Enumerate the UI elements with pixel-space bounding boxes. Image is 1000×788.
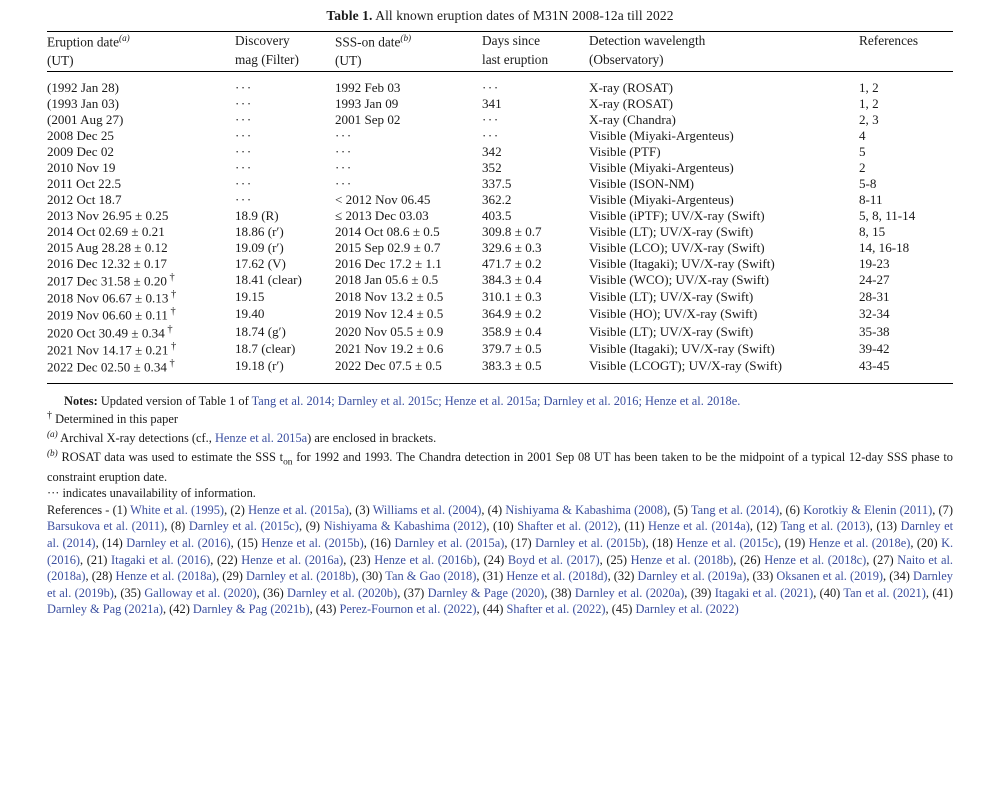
footnote-marker: (a) [119, 33, 130, 43]
note-b [47, 447, 953, 486]
table-row [47, 256, 953, 272]
reference-number: (7) [938, 502, 953, 517]
reference-citation: Darnley et al. (2020b) [287, 585, 398, 600]
reference-citation: Tan & Gao (2018) [385, 569, 477, 584]
reference-number: (44) [482, 602, 507, 617]
reference-citation: Williams et al. (2004) [372, 502, 482, 517]
reference-citation: Perez-Fournon et al. (2022) [339, 602, 477, 617]
dagger-icon: † [168, 289, 177, 301]
table-row [47, 176, 953, 192]
cell-days_since: 364.9 ± 0.2 [482, 306, 542, 322]
cell-discovery_mag: 18.86 (r′) [235, 223, 284, 239]
reference-citation: Darnley & Pag (2021b) [192, 602, 310, 617]
reference-citation: Nishiyama & Kabashima (2012) [323, 519, 487, 534]
cell-eruption_date: 2014 Oct 02.69 ± 0.21 [47, 223, 165, 239]
cell-sss_on_date: 2021 Nov 19.2 ± 0.6 [335, 341, 444, 357]
cell-detection: Visible (PTF) [589, 144, 661, 160]
cell-eruption_date: 2018 Nov 06.67 ± 0.13 † [47, 289, 177, 306]
reference-number: (14) [102, 535, 127, 550]
cell-references: 28-31 [859, 289, 890, 305]
column-header-5 [589, 32, 859, 72]
note-b-marker: (b) [47, 447, 58, 458]
reference-citation: Henze et al. (2018b) [630, 552, 734, 567]
column-header-line2: (UT) [47, 53, 74, 69]
reference-citation: White et al. (1995) [130, 502, 225, 517]
reference-number: (35) [120, 585, 145, 600]
cell-sss_on_date [335, 176, 482, 192]
cell-discovery_mag [235, 96, 335, 112]
reference-citation: Darnley et al. (2022) [635, 602, 739, 617]
dagger-icon: † [167, 306, 176, 318]
reference-citation: Darnley et al. (2015c) [188, 519, 299, 534]
reference-citation: Henze et al. (2015a) [248, 502, 349, 517]
table-container [47, 31, 953, 384]
column-header-line2: last eruption [482, 51, 549, 67]
table-row [47, 96, 953, 112]
reference-number: (4) [487, 502, 506, 517]
unavailable-dots: ··· [335, 175, 353, 191]
table-row [47, 224, 953, 240]
table-row [47, 306, 953, 323]
reference-citation: Barsukova et al. (2011) [47, 519, 165, 534]
caption-text: All known eruption dates of M31N 2008-12a till 2022 [375, 8, 674, 23]
reference-number: (9) [305, 519, 324, 534]
cell-days_since: 384.3 ± 0.4 [482, 271, 542, 287]
reference-citation: Tang et al. (2013) [780, 519, 870, 534]
cell-eruption_date: 2009 Dec 02 [47, 144, 114, 160]
table-row [47, 192, 953, 208]
cell-days_since: 358.9 ± 0.4 [482, 323, 542, 339]
cell-eruption_date: 2019 Nov 06.60 ± 0.11 † [47, 306, 176, 323]
notes-label: Notes: [64, 393, 98, 408]
table-row [47, 112, 953, 128]
column-header-line1: Detection wavelength [589, 33, 706, 48]
column-header-4 [482, 32, 589, 72]
cell-days_since: 352 [482, 160, 502, 176]
reference-number: (13) [876, 519, 901, 534]
cell-sss_on_date: ≤ 2013 Dec 03.03 [335, 207, 429, 223]
unavailable-dots: ··· [235, 128, 253, 144]
reference-number: (30) [361, 569, 386, 584]
column-header-line2: (Observatory) [589, 51, 664, 67]
cell-days_since: 403.5 [482, 207, 512, 223]
reference-citation: Henze et al. (2016b) [374, 552, 477, 567]
cell-days_since [482, 72, 589, 96]
cell-eruption_date: 2022 Dec 02.50 ± 0.34 † [47, 358, 235, 383]
cell-eruption_date: 2008 Dec 25 [47, 128, 114, 144]
cell-days_since: 309.8 ± 0.7 [482, 223, 542, 239]
cell-days_since: 329.6 ± 0.3 [482, 239, 542, 255]
note-a-pre: Archival X-ray detections (cf., [60, 431, 215, 446]
cell-detection: X-ray (Chandra) [589, 112, 676, 128]
table-row [47, 358, 953, 383]
note-dagger-text: Determined in this paper [55, 412, 178, 427]
column-header-6 [859, 32, 953, 72]
cell-detection: Visible (Miyaki-Argenteus) [589, 191, 734, 207]
cell-days_since: 379.7 ± 0.5 [482, 341, 542, 357]
dagger-icon: † [47, 410, 52, 422]
reference-number: (31) [482, 569, 507, 584]
cell-references: 1, 2 [859, 96, 879, 112]
cell-discovery_mag [235, 128, 335, 144]
eruption-dates-table [47, 31, 953, 384]
reference-number: (29) [222, 569, 247, 584]
cell-detection: Visible (LT); UV/X-ray (Swift) [589, 323, 754, 339]
dagger-icon: † [166, 271, 175, 283]
cell-detection: Visible (Miyaki-Argenteus) [589, 160, 734, 176]
reference-number: (18) [652, 535, 677, 550]
cell-references: 43-45 [859, 358, 953, 383]
note-dagger [47, 409, 953, 428]
cell-discovery_mag: 17.62 (V) [235, 255, 286, 271]
reference-number: (6) [785, 502, 804, 517]
reference-number: (33) [752, 569, 777, 584]
table-row [47, 160, 953, 176]
cell-eruption_date: 2015 Aug 28.28 ± 0.12 [47, 239, 168, 255]
reference-number: (40) [819, 585, 844, 600]
reference-number: (20) [916, 535, 942, 550]
unavailable-dots: ··· [335, 144, 353, 160]
unavailable-dots: ··· [235, 112, 253, 128]
cell-references: 4 [859, 128, 866, 144]
unavailable-dots: ··· [482, 80, 500, 96]
cell-discovery_mag [235, 176, 335, 192]
reference-number: (32) [613, 569, 638, 584]
reference-citation: Darnley et al. (2018b) [246, 569, 356, 584]
reference-citation: Henze et al. (2014a) [648, 519, 750, 534]
cell-references: 2 [859, 160, 866, 176]
cell-eruption_date: 2017 Dec 31.58 ± 0.20 † [47, 271, 175, 289]
cell-detection: Visible (Miyaki-Argenteus) [589, 128, 734, 144]
cell-discovery_mag: 19.18 (r′) [235, 358, 335, 383]
column-header-line1: References [859, 33, 919, 48]
reference-number: (3) [355, 502, 373, 517]
column-header-line1: Eruption date$^{(a)}$ [47, 33, 130, 50]
unavailable-dots: ··· [235, 191, 253, 207]
reference-citation: Naito et al. (2018a) [47, 552, 953, 584]
cell-eruption_date: 2016 Dec 12.32 ± 0.17 [47, 255, 167, 271]
cell-detection: Visible (LT); UV/X-ray (Swift) [589, 289, 754, 305]
cell-discovery_mag: 18.9 (R) [235, 207, 279, 223]
reference-citation: Darnley et al. (2016) [126, 535, 231, 550]
unavailable-dots: ··· [235, 160, 253, 176]
reference-number: (36) [263, 585, 288, 600]
unavailable-dots: ··· [235, 175, 253, 191]
reference-citation: Darnley et al. (2019a) [637, 569, 747, 584]
reference-citation: Darnley et al. (2015b) [535, 535, 646, 550]
note-dots: ··· indicates unavailability of information. [47, 486, 256, 501]
column-header-line1: SSS-on date$^{(b)}$ [335, 33, 412, 50]
reference-citation: Shafter et al. (2022) [506, 602, 606, 617]
table-row [47, 144, 953, 160]
reference-number: (5) [673, 502, 691, 517]
reference-number: (24) [483, 552, 508, 567]
reference-citation: Henze et al. (2018c) [764, 552, 867, 567]
reference-citation: Henze et al. (2015b) [261, 535, 364, 550]
unavailable-dots: ··· [335, 128, 353, 144]
cell-detection: Visible (Itagaki); UV/X-ray (Swift) [589, 255, 775, 271]
reference-number: (43) [315, 602, 340, 617]
cell-sss_on_date [335, 160, 482, 176]
column-header-3 [335, 32, 482, 72]
table-row [47, 289, 953, 306]
column-header-1 [47, 32, 235, 72]
cell-detection: Visible (Itagaki); UV/X-ray (Swift) [589, 341, 775, 357]
table-row [47, 208, 953, 224]
table-row [47, 240, 953, 256]
reference-number: (19) [784, 535, 809, 550]
table-row [47, 128, 953, 144]
cell-detection: Visible (HO); UV/X-ray (Swift) [589, 306, 758, 322]
cell-eruption_date: (1993 Jan 03) [47, 96, 120, 112]
cell-sss_on_date [335, 144, 482, 160]
reference-number: (8) [170, 519, 189, 534]
references-paragraph [47, 502, 953, 618]
reference-citation: Darnley et al. (2014) [47, 519, 954, 550]
note-b-part2: for 1992 and 1993. The Chandra detection in 2001 Sep 08 UT has been taken to be the midpoint of a typical 12-day SSS phase to constraint eruption date. [47, 449, 953, 484]
reference-number: (41) [932, 585, 953, 600]
table-row [47, 272, 953, 289]
notes-citation-list: Tang et al. 2014; Darnley et al. 2015c; Henze et al. 2015a; Darnley et al. 2016; Henze et al. 2018e. [251, 393, 741, 408]
references-inline-list: (1) White et al. (1995), (2) Henze et al. (2015a), (3) Williams et al. (2004), (4) Nishiyama & Kabashima (2008), (5) Tang et al. (2014), (6) Korotkiy & Elenin (2011), (7) Barsukova et al. (2011), (8) Darnley et al. (2015c), (9) Nishiyama & Kabashima (2012), (10) Shafter et al. (2012), (11) Henze et al. (2014a), (12) Tang et al. (2013), (13) Darnley et al. (2014), (14) Darnley et al. (2016), (15) Henze et al. (2015b), (16) Darnley et al. (2015a), (17) Darnley et al. (2015b), (18) Henze et al. (2015c), (19) Henze et al. (2018e), (20) K. (2016), (21) Itagaki et al. (2016), (22) Henze et al. (2016a), (23) Henze et al. (2016b), (24) Boyd et al. (2017), (25) Henze et al. (2018b), (26) Henze et al. (2018c), (27) Naito et al. (2018a), (28) Henze et al. (2018a), (29) Darnley et al. (2018b), (30) Tan & Gao (2018), (31) Henze et al. (2018d), (32) Darnley et al. (2019a), (33) Oksanen et al. (2019), (34) Darnley et al. (2019b), (35) Galloway et al. (2020), (36) Darnley et al. (2020b), (37) Darnley & Page (2020), (38) Darnley et al. (2020a), (39) Itagaki et al. (2021), (40) Tan et al. (2021), (41) Darnley & Pag (2021a), (42) Darnley & Pag (2021b), (43) Perez-Fournon et al. (2022), (44) Shafter et al. (2022), (45) Darnley et al. (2022) [47, 502, 954, 617]
references-label: References - [47, 502, 113, 517]
reference-number: (2) [230, 502, 249, 517]
note-a-marker: (a) [47, 428, 58, 439]
cell-references: 24-27 [859, 271, 890, 287]
cell-references: 8, 15 [859, 223, 886, 239]
cell-sss_on_date: 2016 Dec 17.2 ± 1.1 [335, 255, 442, 271]
cell-eruption_date: 2011 Oct 22.5 [47, 175, 122, 191]
reference-citation: Henze et al. (2018d) [506, 569, 608, 584]
reference-number: (1) [112, 502, 131, 517]
cell-references: 5-8 [859, 175, 877, 191]
cell-references: 32-34 [859, 306, 890, 322]
dagger-icon: † [166, 358, 175, 370]
cell-days_since [482, 128, 589, 144]
reference-citation: Tan et al. (2021) [843, 585, 926, 600]
cell-eruption_date: 2021 Nov 14.17 ± 0.21 † [47, 341, 177, 358]
cell-sss_on_date: 1993 Jan 09 [335, 96, 399, 112]
reference-number: (38) [550, 585, 575, 600]
cell-sss_on_date: 2019 Nov 12.4 ± 0.5 [335, 306, 444, 322]
cell-discovery_mag [235, 192, 335, 208]
unavailable-dots: ··· [482, 112, 500, 128]
reference-citation: Darnley & Pag (2021a) [47, 602, 163, 617]
cell-eruption_date: (1992 Jan 28) [47, 72, 235, 96]
table-caption [0, 0, 1000, 31]
reference-citation: Darnley et al. (2020a) [574, 585, 685, 600]
cell-days_since: 337.5 [482, 175, 512, 191]
unavailable-dots: ··· [335, 160, 353, 176]
cell-discovery_mag [235, 72, 335, 96]
cell-detection: Visible (ISON-NM) [589, 175, 695, 191]
cell-sss_on_date: 2020 Nov 05.5 ± 0.9 [335, 323, 444, 339]
unavailable-dots: ··· [235, 80, 253, 96]
notes-updated-version [47, 393, 953, 410]
cell-eruption_date: (2001 Aug 27) [47, 112, 124, 128]
unavailable-dots: ··· [235, 96, 253, 112]
cell-eruption_date: 2013 Nov 26.95 ± 0.25 [47, 207, 169, 223]
cell-discovery_mag: 18.41 (clear) [235, 271, 302, 287]
reference-number: (12) [756, 519, 781, 534]
reference-number: (42) [169, 602, 193, 617]
cell-detection: Visible (LT); UV/X-ray (Swift) [589, 223, 754, 239]
reference-citation: Shafter et al. (2012) [517, 519, 618, 534]
reference-number: (15) [237, 535, 262, 550]
cell-references: 5 [859, 144, 866, 160]
column-header-2 [235, 32, 335, 72]
reference-number: (34) [889, 569, 914, 584]
cell-sss_on_date: < 2012 Nov 06.45 [335, 191, 431, 207]
reference-citation: Itagaki et al. (2016) [111, 552, 211, 567]
reference-citation: Darnley et al. (2019b) [47, 569, 953, 600]
column-header-line1: Days since [482, 33, 540, 48]
reference-number: (11) [624, 519, 649, 534]
footnote-marker: (b) [400, 33, 412, 43]
cell-detection: Visible (WCO); UV/X-ray (Swift) [589, 271, 769, 287]
reference-citation: Henze et al. (2015c) [676, 535, 778, 550]
unavailable-dots: ··· [235, 144, 253, 160]
note-b-part1: ROSAT data was used to estimate the SSS t [61, 449, 284, 464]
reference-citation: Tang et al. (2014) [690, 502, 780, 517]
column-header-line2 [859, 51, 953, 70]
table-row [47, 341, 953, 358]
cell-days_since: 341 [482, 96, 502, 112]
column-header-line2: (UT) [335, 53, 362, 69]
reference-citation: Darnley & Page (2020) [427, 585, 545, 600]
table-notes [47, 393, 953, 618]
reference-citation: Galloway et al. (2020) [144, 585, 257, 600]
caption-label: Table 1. [326, 8, 373, 23]
reference-number: (28) [91, 569, 116, 584]
reference-citation: Henze et al. (2018e) [808, 535, 911, 550]
reference-citation: Henze et al. (2018a) [115, 569, 217, 584]
cell-discovery_mag: 19.15 [235, 289, 265, 305]
note-a-post: ) are enclosed in brackets. [307, 431, 437, 446]
cell-days_since: 310.1 ± 0.3 [482, 289, 542, 305]
cell-references: 1, 2 [859, 72, 953, 96]
cell-days_since: 362.2 [482, 191, 512, 207]
cell-discovery_mag [235, 160, 335, 176]
cell-sss_on_date: 2022 Dec 07.5 ± 0.5 [335, 358, 482, 383]
reference-citation: Itagaki et al. (2021) [714, 585, 814, 600]
note-a [47, 428, 953, 447]
cell-days_since: 383.3 ± 0.5 [482, 358, 589, 383]
cell-discovery_mag: 19.09 (r′) [235, 239, 284, 255]
column-header-line2: mag (Filter) [235, 51, 299, 67]
reference-citation: Henze et al. (2016a) [241, 552, 344, 567]
reference-number: (45) [611, 602, 636, 617]
cell-sss_on_date: 2018 Nov 13.2 ± 0.5 [335, 289, 444, 305]
reference-number: (39) [690, 585, 715, 600]
dagger-icon: † [168, 341, 177, 353]
table-header [47, 32, 953, 72]
cell-sss_on_date: 2015 Sep 02.9 ± 0.7 [335, 239, 441, 255]
cell-days_since: 471.7 ± 0.2 [482, 255, 542, 271]
cell-discovery_mag: 18.7 (clear) [235, 341, 296, 357]
reference-number: (27) [873, 552, 898, 567]
cell-discovery_mag: 18.74 (g′) [235, 323, 286, 339]
column-header-line1: Discovery [235, 33, 290, 48]
cell-eruption_date: 2012 Oct 18.7 [47, 191, 122, 207]
cell-discovery_mag: 19.40 [235, 306, 265, 322]
table-row [47, 72, 953, 96]
cell-references: 19-23 [859, 255, 890, 271]
cell-detection: Visible (iPTF); UV/X-ray (Swift) [589, 207, 765, 223]
reference-number: (23) [349, 552, 375, 567]
reference-number: (37) [403, 585, 428, 600]
cell-references: 2, 3 [859, 112, 879, 128]
cell-detection: Visible (LCOGT); UV/X-ray (Swift) [589, 358, 859, 383]
cell-references: 8-11 [859, 191, 883, 207]
cell-detection: X-ray (ROSAT) [589, 72, 859, 96]
reference-citation: Boyd et al. (2017) [507, 552, 600, 567]
reference-number: (21) [86, 552, 112, 567]
cell-references: 14, 16-18 [859, 239, 910, 255]
cell-detection: X-ray (ROSAT) [589, 96, 674, 112]
table-body [47, 72, 953, 384]
note-b-subscript: on [283, 457, 293, 468]
dagger-icon: † [164, 323, 173, 335]
cell-references: 35-38 [859, 323, 890, 339]
cell-references: 5, 8, 11-14 [859, 207, 916, 223]
reference-number: (26) [740, 552, 765, 567]
cell-days_since: 342 [482, 144, 502, 160]
reference-number: (16) [370, 535, 395, 550]
cell-discovery_mag [235, 144, 335, 160]
table-header-row [47, 32, 953, 72]
cell-references: 39-42 [859, 341, 890, 357]
cell-sss_on_date: 2014 Oct 08.6 ± 0.5 [335, 223, 440, 239]
cell-sss_on_date: 2001 Sep 02 [335, 112, 401, 128]
cell-eruption_date: 2010 Nov 19 [47, 160, 116, 176]
cell-sss_on_date [335, 128, 482, 144]
unavailable-dots: ··· [482, 128, 500, 144]
cell-detection: Visible (LCO); UV/X-ray (Swift) [589, 239, 765, 255]
reference-number: (25) [606, 552, 631, 567]
reference-citation: Korotkiy & Elenin (2011) [803, 502, 933, 517]
cell-days_since [482, 112, 589, 128]
reference-number: (17) [510, 535, 536, 550]
reference-number: (10) [493, 519, 518, 534]
cell-sss_on_date: 1992 Feb 03 [335, 72, 482, 96]
notes-lead-text: Updated version of Table 1 of [97, 393, 252, 408]
cell-discovery_mag [235, 112, 335, 128]
reference-citation: K. (2016) [47, 535, 954, 567]
reference-citation: Nishiyama & Kabashima (2008) [505, 502, 668, 517]
reference-number: (22) [217, 552, 242, 567]
cell-eruption_date: 2020 Oct 30.49 ± 0.34 † [47, 323, 173, 341]
reference-citation: Oksanen et al. (2019) [776, 569, 884, 584]
table-row [47, 324, 953, 341]
note-a-citation: Henze et al. 2015a [214, 431, 308, 446]
reference-citation: Darnley et al. (2015a) [394, 535, 505, 550]
cell-sss_on_date: 2018 Jan 05.6 ± 0.5 [335, 271, 439, 287]
